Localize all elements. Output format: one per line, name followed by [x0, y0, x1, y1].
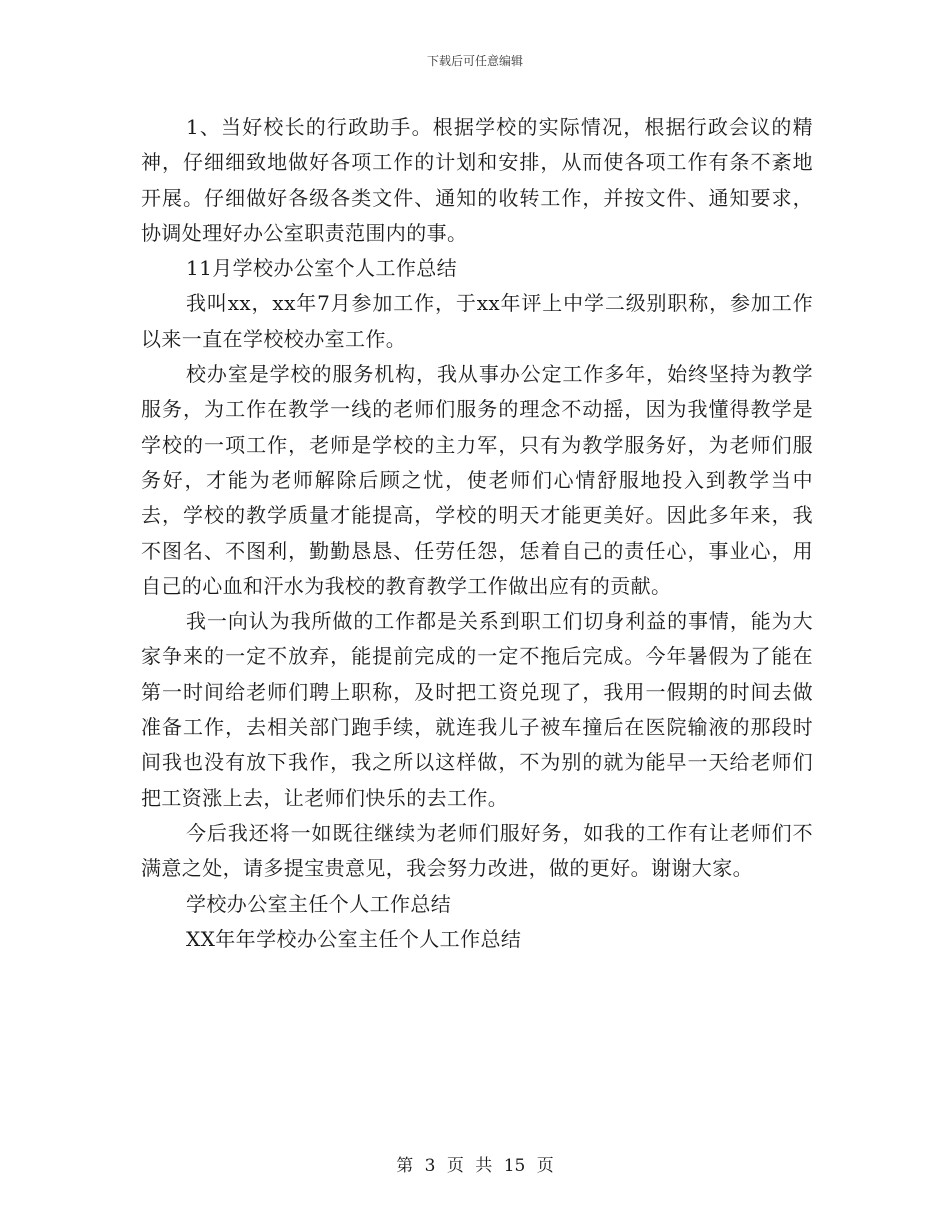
section-title-director-summary: 学校办公室主任个人工作总结: [186, 891, 452, 916]
paragraph-staff-interests: 我一向认为我所做的工作都是关系到职工们切身利益的事情，能为大家争来的一定不放弃，能提前完成的一定不拖后完成。今年暑假为了能在第一时间给老师们聘上职称，及时把工资兑现了，我用一假期的时间去做准备工作，去相关部门跑手续，就连我儿子被车撞后在医院输液的那段时间我也没有放下我作，我之所以这样做，不为别的就为能早一天给老师们把工资涨上去，让老师们快乐的去工作。: [141, 609, 813, 810]
paragraph-admin-assistant: 1、当好校长的行政助手。根据学校的实际情况，根据行政会议的精神，仔细细致地做好各项工作的计划和安排，从而使各项工作有条不紊地开展。仔细做好各级各类文件、通知的收转工作，并按文件、通知要求，协调处理好办公室职责范围内的事。: [141, 115, 813, 245]
paragraph-office-service: 校办室是学校的服务机构，我从事办公定工作多年，始终坚持为教学服务，为工作在教学一线的老师们服务的理念不动摇，因为我懂得教学是学校的一项工作，老师是学校的主力军，只有为教学服务好，为老师们服务好，才能为老师解除后顾之忧，使老师们心情舒服地投入到教学当中去，学校的教学质量才能提高，学校的明天才能更美好。因此多年来，我不图名、不图利，勤勤恳恳、任劳任怨，恁着自己的责任心，事业心，用自己的心血和汗水为我校的教育教学工作做出应有的贡献。: [141, 362, 813, 598]
section-title-november-summary: 11月学校办公室个人工作总结: [186, 256, 458, 281]
section-title-year-summary: XX年年学校办公室主任个人工作总结: [186, 926, 522, 951]
page-footer: 第 3 页 共 15 页: [396, 1156, 554, 1176]
paragraph-self-introduction: 我叫xx，xx年7月参加工作，于xx年评上中学二级别职称，参加工作以来一直在学校校办室工作。: [141, 291, 813, 351]
page-header: 下载后可任意编辑: [426, 54, 523, 68]
paragraph-closing: 今后我还将一如既往继续为老师们服好务，如我的工作有让老师们不满意之处，请多提宝贵意见，我会努力改进，做的更好。谢谢大家。: [141, 820, 813, 881]
document-body: [141, 110, 813, 957]
